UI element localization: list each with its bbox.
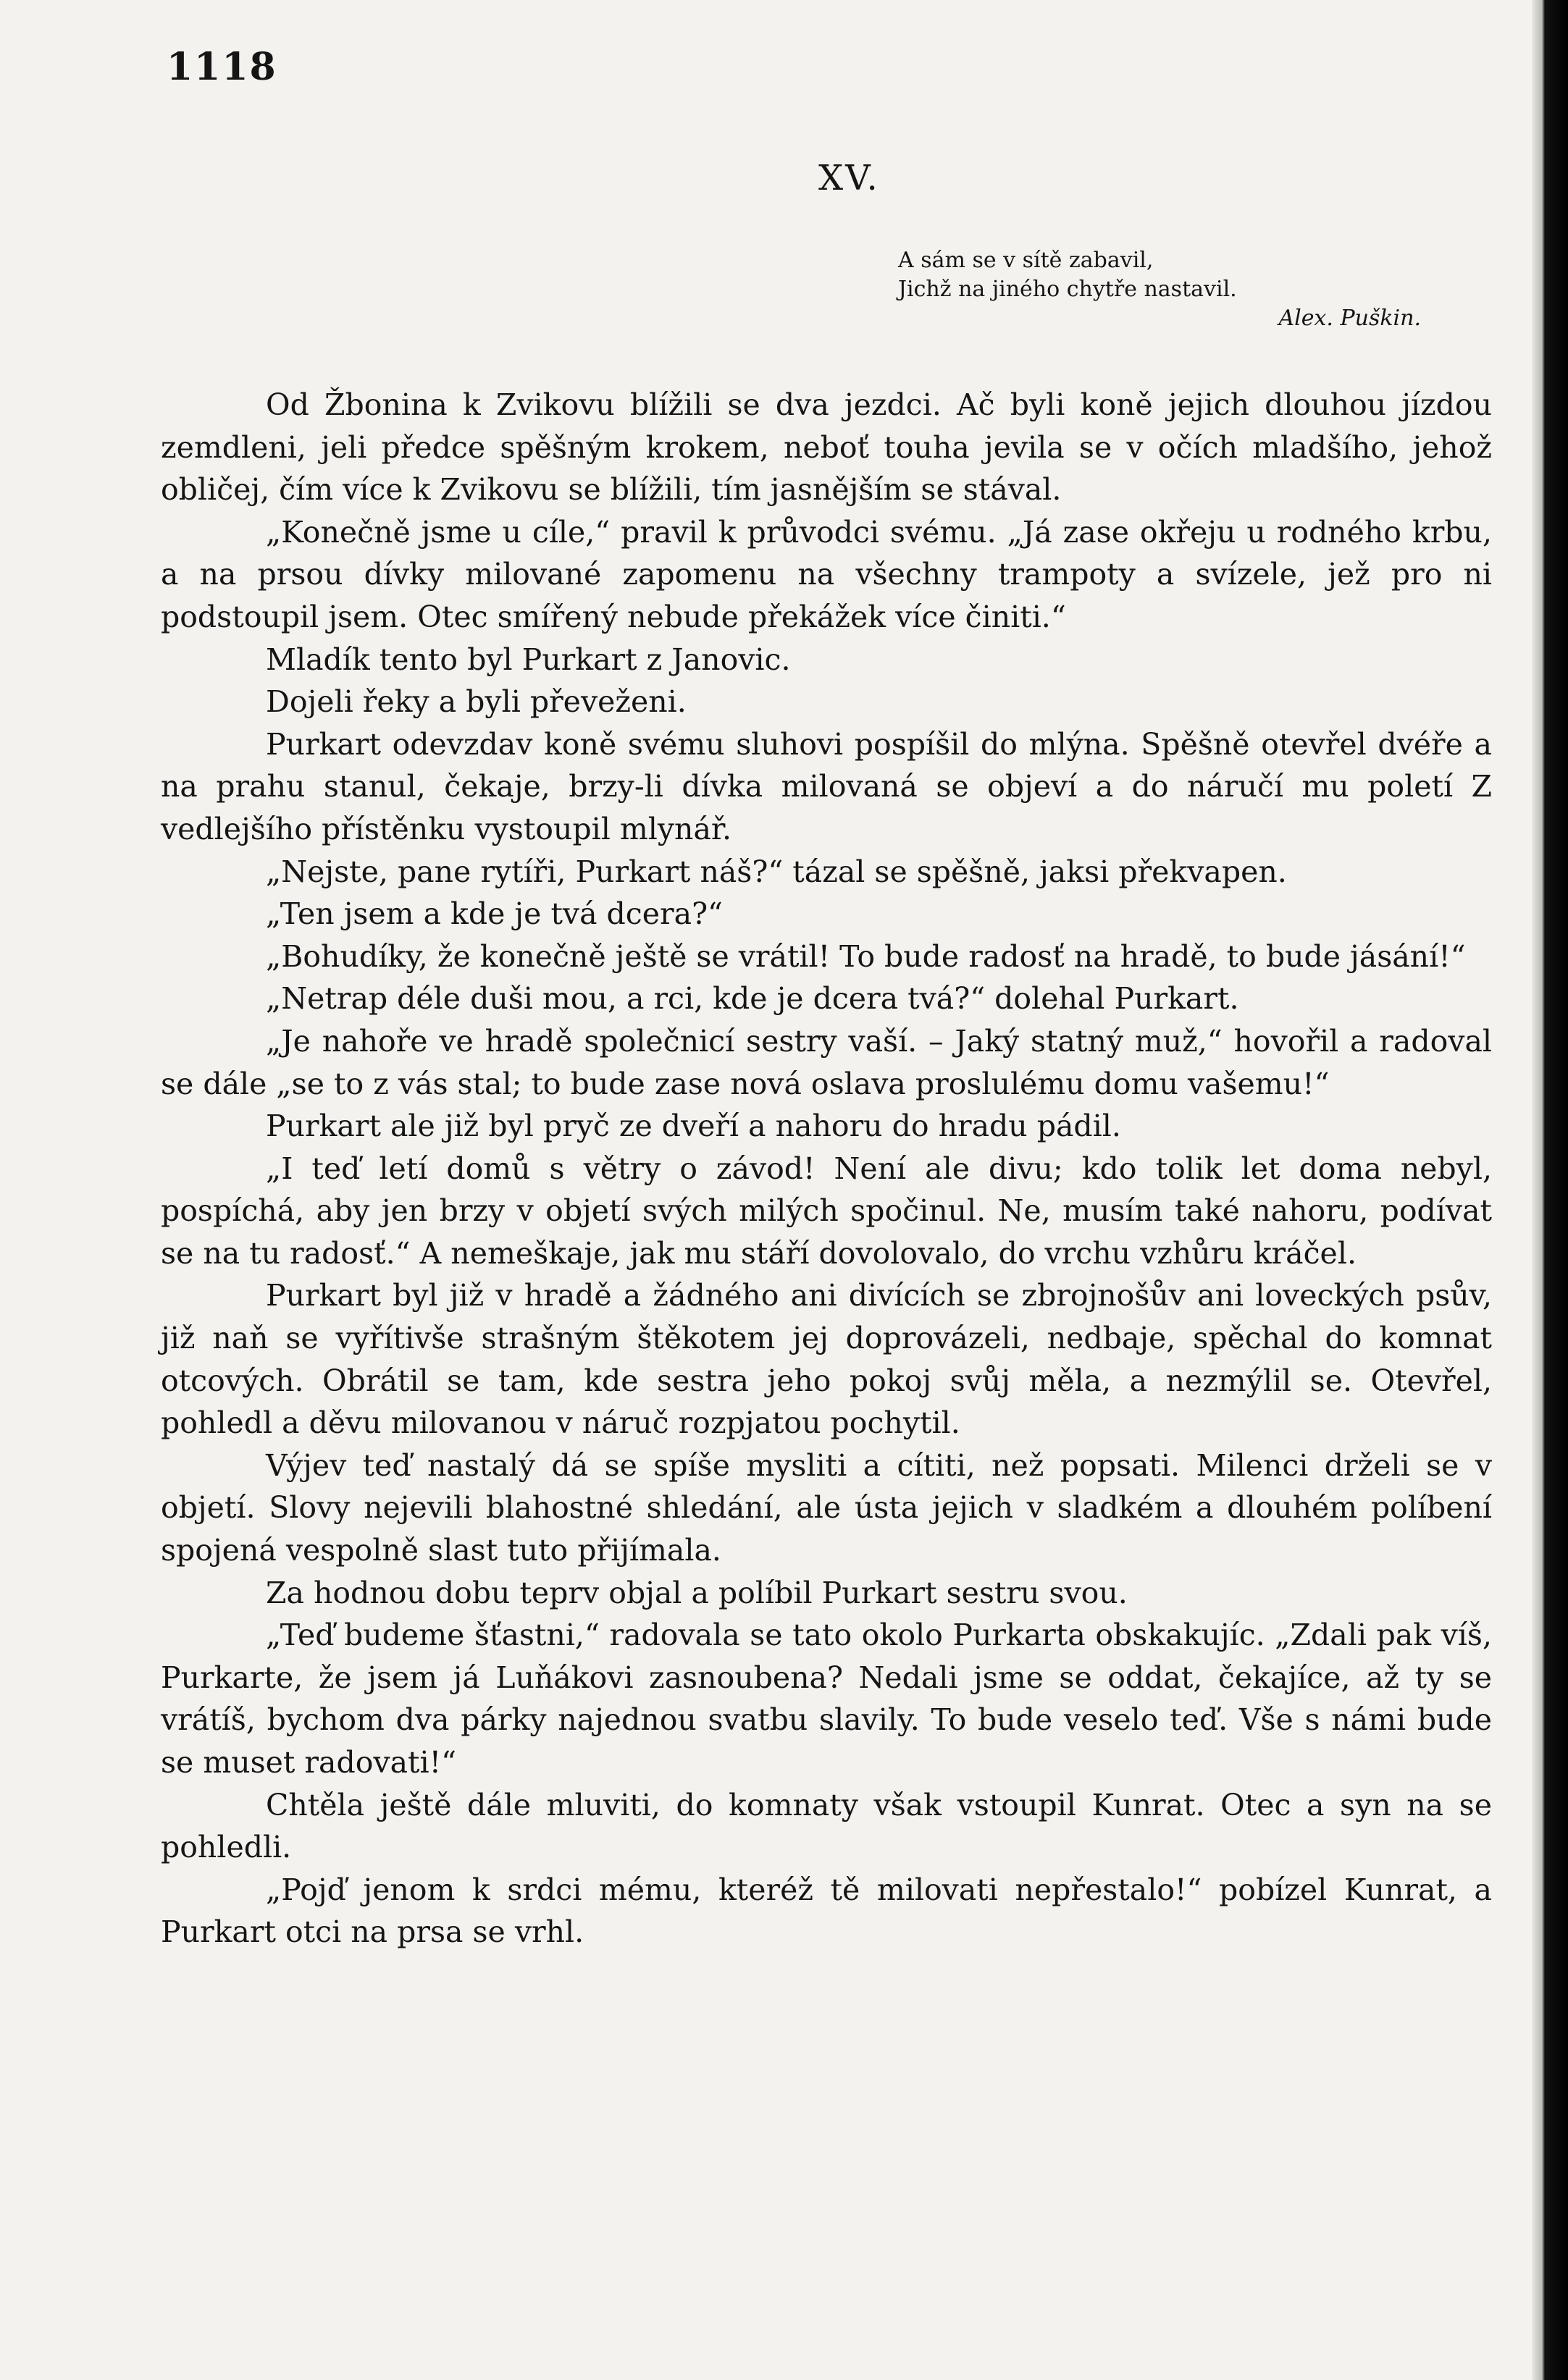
paragraph: Za hodnou dobu teprv objal a políbil Purkart sestru svou.: [266, 1575, 1128, 1610]
paragraph: Purkart odevzdav koně svému sluhovi pospíšil do mlýna. Spěšně otevřel dvéře a na prahu stanul, čekaje, brzy-li dívka milovaná se objeví a do náručí mu poletí Z vedlejšího přístěnku vystoupil mlynář.: [161, 726, 1492, 846]
paragraph: „Konečně jsme u cíle,“ pravil k průvodci svému. „Já zase okřeju u rodného krbu, a na prsou dívky milované zapomenu na všechny trampoty a svízele, jež pro ni podstoupil jsem. Otec smířený nebude překážek více činiti.“: [161, 514, 1492, 634]
paragraph: „Netrap déle duši mou, a rci, kde je dcera tvá?“ dolehal Purkart.: [266, 981, 1239, 1017]
paragraph: „Je nahoře ve hradě společnicí sestry vaší. – Jaký statný muž,“ hovořil a radoval se dále „se to z vás stal; to bude zase nová oslava proslulému domu vašemu!“: [161, 1023, 1492, 1101]
paragraph: „Teď budeme šťastni,“ radovala se tato okolo Purkarta obskakujíc. „Zdali pak víš, Purkarte, že jsem já Luňákovi zasnoubena? Nedali jsme se oddat, čekajíce, až ty se vrátíš, bychom dva párky najednou svatbu slavily. To bude veselo teď. Vše s námi bude se muset radovati!“: [161, 1618, 1492, 1780]
paragraph: Chtěla ještě dále mluviti, do komnaty však vstoupil Kunrat. Otec a syn na se pohledli.: [161, 1787, 1492, 1865]
epigraph-attribution: Alex. Puškin.: [1278, 306, 1421, 331]
body-text: [161, 384, 1492, 1954]
paragraph: Od Žbonina k Zvikovu blížili se dva jezdci. Ač byli koně jejich dlouhou jízdou zemdleni, jeli předce spěšným krokem, neboť touha jevila se v očích mladšího, jehož obličej, čím více k Zvikovu se blížili, tím jasnějším se stával.: [161, 387, 1492, 508]
paragraph: Mladík tento byl Purkart z Janovic.: [266, 642, 791, 677]
paragraph: „Pojď jenom k srdci mému, kteréž tě milovati nepřestalo!“ pobízel Kunrat, a Purkart otci na prsa se vrhl.: [161, 1872, 1492, 1950]
paragraph: „I teď letí domů s větry o závod! Není ale divu; kdo tolik let doma nebyl, pospíchá, aby jen brzy v objetí svých milých spočinul. Ne, musím také nahoru, podívat se na tu radosť.“ A nemeškaje, jak mu stáří dovolovalo, do vrchu vzhůru kráčel.: [161, 1151, 1492, 1271]
epigraph: [898, 246, 1448, 333]
paragraph: „Bohudíky, že konečně ještě se vrátil! To bude radosť na hradě, to bude jásání!“: [266, 938, 1466, 974]
scan-edge: [1532, 0, 1568, 2380]
paragraph: Purkart ale již byl pryč ze dveří a nahoru do hradu pádil.: [266, 1109, 1121, 1144]
epigraph-line: Jichž na jiného chytře nastavil.: [898, 277, 1237, 302]
page-number: 1118: [167, 45, 277, 89]
chapter-heading: XV.: [818, 158, 880, 198]
paragraph: Purkart byl již v hradě a žádného ani divících se zbrojnošův ani loveckých psův, již naň se vyřítivše strašným štěkotem jej doprovázeli, nedbaje, spěchal do komnat otcových. Obrátil se tam, kde sestra jeho pokoj svůj měla, a nezmýlil se. Otevřel, pohledl a děvu milovanou v náruč rozpjatou pochytil.: [161, 1278, 1492, 1441]
paragraph: Výjev teď nastalý dá se spíše mysliti a cítiti, než popsati. Milenci drželi se v objetí. Slovy nejevili blahostné shledání, ale ústa jejich v sladkém a dlouhém políbení spojená vespolně slast tuto přijímala.: [161, 1447, 1492, 1568]
paragraph: „Ten jsem a kde je tvá dcera?“: [266, 896, 724, 932]
paragraph: „Nejste, pane rytíři, Purkart náš?“ tázal se spěšně, jaksi překvapen.: [266, 854, 1287, 889]
paragraph: Dojeli řeky a byli převeženi.: [266, 684, 687, 720]
epigraph-line: A sám se v sítě zabavil,: [898, 248, 1154, 273]
